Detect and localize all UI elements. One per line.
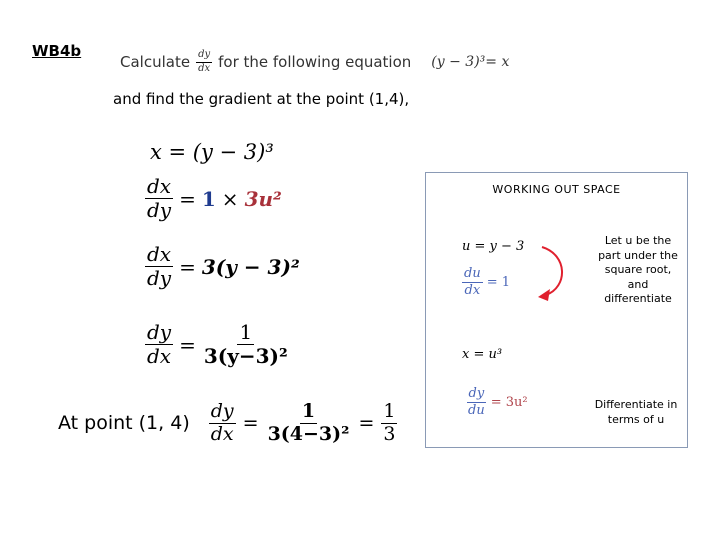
solution-line-5: At point (1, 4) $\frac{dy}{dx}$ = $\frac{1}{\text{3(4−3)²}}$ = $\frac{1}{3}$ [58, 400, 396, 445]
worksheet-label: WB4b [32, 42, 82, 60]
curved-arrow-icon [534, 243, 584, 301]
question-for-text: for the following equation [218, 53, 412, 71]
solution-l2-fraction: $\frac{dx}{dy}$ [147, 174, 172, 222]
solution-l2-one: 1 [201, 186, 216, 211]
solution-l4-result: $\frac{1}{\text{3(y−3)²}}$ [203, 320, 288, 368]
solution-l5-prefix: At point (1, 4) [58, 412, 190, 435]
solution-l3-rhs: 3(y − 3)² [201, 254, 300, 279]
working-out-box [425, 172, 688, 448]
question-line [120, 50, 509, 74]
solution-line-4: $\frac{dy}{dx}$ = $\frac{1}{\text{3(y−3)²}}$ [147, 320, 288, 368]
question-derivative: $\frac{dy}{dx}$ [198, 49, 211, 74]
solution-l3-fraction: $\frac{dx}{dy}$ [147, 242, 172, 290]
question-second-line: and find the gradient at the point (1,4), [113, 90, 410, 108]
working-sub-2: $\frac{du}{dx}$ = 1 [464, 266, 510, 298]
working-sub-4: $\frac{dy}{du}$ = 3u² [468, 386, 528, 418]
solution-line-2: $\frac{dx}{dy}$ = 1 × 3u² [147, 174, 282, 222]
working-sub-4-fraction: $\frac{dy}{du}$ [468, 386, 485, 418]
solution-l5-middle: $\frac{1}{\text{3(4−3)²}}$ [267, 400, 350, 445]
working-out-title: WORKING OUT SPACE [492, 183, 621, 196]
solution-l5-final: $\frac{1}{3}$ [383, 400, 396, 445]
solution-line-1: x = (y − 3)³ [150, 140, 274, 164]
working-note-1: Let u be the part under the square root, and differentiate [598, 234, 678, 305]
working-note-2: Differentiate in terms of u [594, 398, 678, 426]
question-calculate: Calculate [120, 53, 191, 71]
solution-l2-rhs: 3u² [244, 186, 282, 211]
working-sub-3: x = u³ [462, 347, 503, 362]
working-sub-2-fraction: $\frac{du}{dx}$ [464, 266, 481, 298]
solution-l4-fraction: $\frac{dy}{dx}$ [147, 320, 172, 368]
solution-l5-fraction: $\frac{dy}{dx}$ [210, 400, 234, 445]
question-equation: (y − 3)³= x [431, 54, 510, 70]
solution-line-3: $\frac{dx}{dy}$ = 3(y − 3)² [147, 242, 300, 290]
working-sub-1: u = y − 3 [462, 239, 525, 254]
